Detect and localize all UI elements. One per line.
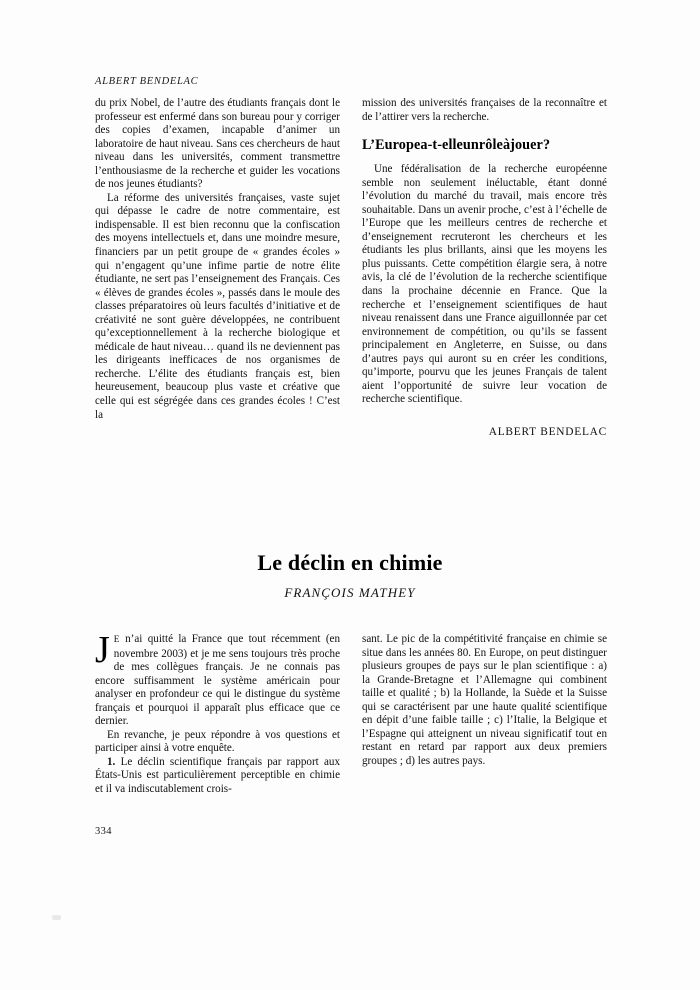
paragraph-number: 1. <box>107 755 116 768</box>
article-author: FRANÇOIS MATHEY <box>284 585 416 600</box>
paragraph-text: Le déclin scientifique français par rapport aux États-Unis est particulièrement perceptible en chimie et il va indiscutablement crois- <box>95 755 340 796</box>
paragraph-with-dropcap <box>95 629 340 729</box>
article-one-right-column <box>362 97 607 438</box>
scan-artifact <box>52 915 61 920</box>
running-head: ALBERT BENDELAC <box>95 76 199 87</box>
article-two-left-column <box>95 629 340 797</box>
paragraph: En revanche, je peux répondre à vos questions et participer ainsi à votre enquête. <box>95 728 340 755</box>
article-two-right-column <box>362 633 607 797</box>
article-title: Le déclin en chimie <box>257 549 443 575</box>
paragraph: du prix Nobel, de l’autre des étudiants français dont le professeur est enfermé dans son bureau pour y corriger des copies d’examen, incapable d’animer un laboratoire de haut niveau. Sans ces chercheurs de haut niveau dans les universités, comment transmettre l’enthousiasme de la recherche et guider les vocations de nos jeunes étudiants? <box>95 97 340 191</box>
paragraph: La réforme des universités françaises, vaste sujet qui dépasse le cadre de notre commentaire, est indispensable. Il est bien reconnu que la confiscation des moyens intellectuels et, dans une moindre mesure, financiers par un petit groupe de « grandes écoles » qui n’engagent qu’une infime partie de notre élite étudiante, ne sert pas l’enseignement des Français. Ces « élèves de grandes écoles », passés dans le moule des classes préparatoires où leurs facultés d’initiative et de créativité ne sont guère développées, ne contribuent qu’exceptionnellement à la recherche biologique et médicale de haut niveau… quand ils ne deviennent pas les dirigeants inefficaces de nos organismes de recherche. L’élite des étudiants français est, bien heureusement, beaucoup plus vaste et créative que celle qui est ségrégée dans ces grandes écoles ! C’est la <box>95 191 340 421</box>
numbered-paragraph <box>95 756 340 797</box>
paragraph: mission des universités françaises de la reconnaître et de l’attirer vers la recherche. <box>362 97 607 123</box>
section-heading: L’Europea-t-elleunrôleàjouer? <box>362 137 551 154</box>
drop-cap: J <box>95 629 110 671</box>
paragraph: Une fédéralisation de la recherche européenne semble non seulement inéluctable, étant donné l’évolution du marché du travail, mais encore très souhaitable. Dans un avenir proche, c’est à l’échelle de l’Europe que les meilleurs centres de recherche et d’enseignement recruteront les chercheurs et les étudiants les plus brillants, ainsi que les moyens les plus puissants. Cette compétition élargie sera, à notre avis, la clé de l’évolution de la recherche scientifique dans la prochaine décennie en France. Que la recherche et l’enseignement scientifiques de haut niveau renaissent dans une France aiguillonnée par cet environnement de compétition, ou qu’ils se fassent principalement en Angleterre, en Suisse, ou dans d’autres pays qui auront su en créer les conditions, qu’importe, pourvu que les jeunes Français de talent aient l’opportunité de suivre leur vocation de recherche scientifique. <box>362 163 607 406</box>
article-signature: ALBERT BENDELAC <box>488 425 607 438</box>
article-two-columns <box>95 629 607 797</box>
article-one-left-column <box>95 97 340 438</box>
article-one-columns <box>95 97 607 438</box>
paragraph: sant. Le pic de la compétitivité française en chimie se situe dans les années 80. En Europe, on peut distinguer plusieurs groupes de pays sur le plan scientifique : a) la Grande-Bretagne et l’Allemagne qui combinent taille et qualité ; b) la Hollande, la Suède et la Suisse qui se caractérisent par une haute qualité scientifique en dépit d’une faible taille ; c) l’Italie, la Belgique et l’Espagne qui atteignent un niveau significatif tout en restant en retard par rapport aux deux premiers groupes ; d) les autres pays. <box>362 633 607 767</box>
opening-smallcaps: E <box>113 635 120 645</box>
paragraph-text: n’ai quitté la France que tout récemment (en novembre 2003) et je me sens toujours très proche de mes collègues français. Je ne connais pas encore suffisamment le système américain pour analyser en profondeur ce qui le distingue du système français et pourquoi il apparaît plus efficace que ce dernier. <box>95 633 340 728</box>
page-number: 334 <box>95 826 112 837</box>
